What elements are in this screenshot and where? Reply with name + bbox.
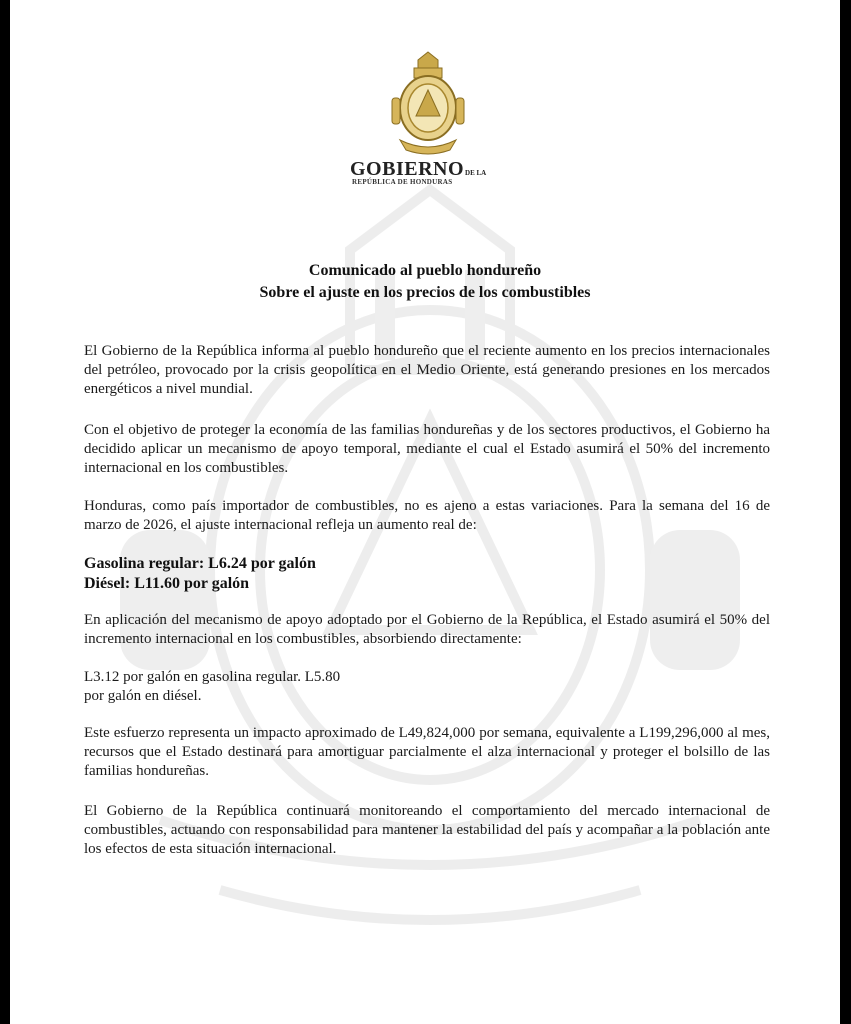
letterhead-main: GOBIERNO <box>350 158 465 180</box>
absorption-line-1: L3.12 por galón en gasolina regular. L5.80 <box>84 669 341 685</box>
letterhead-subtitle: REPÚBLICA DE HONDURAS <box>352 178 453 186</box>
fuel-diesel: Diésel: L11.60 por galón <box>84 575 250 592</box>
document-page <box>10 0 840 1024</box>
heading-line-2: Sobre el ajuste en los precios de los combustibles <box>259 284 591 301</box>
fuel-gasolina: Gasolina regular: L6.24 por galón <box>84 555 316 572</box>
paragraph-2: Con el objetivo de proteger la economía de las familias hondureñas y de los sectores productivos, el Gobierno ha decidido aplicar un mecanismo de apoyo temporal, mediante el cual el Estado asumirá el 50% del incremento internacional en los combustibles. <box>84 422 770 476</box>
heading-line-1: Comunicado al pueblo hondureño <box>308 262 542 279</box>
paragraph-6: El Gobierno de la República continuará monitoreando el comportamiento del mercado internacional de combustibles, actuando con responsabilidad para mantener la estabilidad del país y acompañar a la población ante los efectos de esta situación internacional. <box>84 803 770 857</box>
paragraph-3: Honduras, como país importador de combustibles, no es ajeno a estas variaciones. Para la semana del 16 de marzo de 2026, el ajuste internacional refleja un aumento real de: <box>84 498 770 533</box>
paragraph-1: El Gobierno de la República informa al pueblo hondureño que el reciente aumento en los precios internacionales del petróleo, provocado por la crisis geopolítica en el Medio Oriente, está generando presiones en los mercados energéticos a nivel mundial. <box>84 343 770 397</box>
absorption-line-2: por galón en diésel. <box>84 688 202 704</box>
paragraph-5: Este esfuerzo representa un impacto aproximado de L49,824,000 por semana, equivalente a L199,296,000 al mes, recursos que el Estado destinará para amortiguar parcialmente el alza internacional y proteger el bolsillo de las familias hondureñas. <box>84 725 770 779</box>
letterhead-small: DE LA <box>465 169 487 177</box>
honduras-coat-of-arms-icon <box>386 50 470 158</box>
paragraph-4: En aplicación del mecanismo de apoyo adoptado por el Gobierno de la República, el Estado asumirá el 50% del incremento internacional en los combustibles, absorbiendo directamente: <box>84 612 770 647</box>
